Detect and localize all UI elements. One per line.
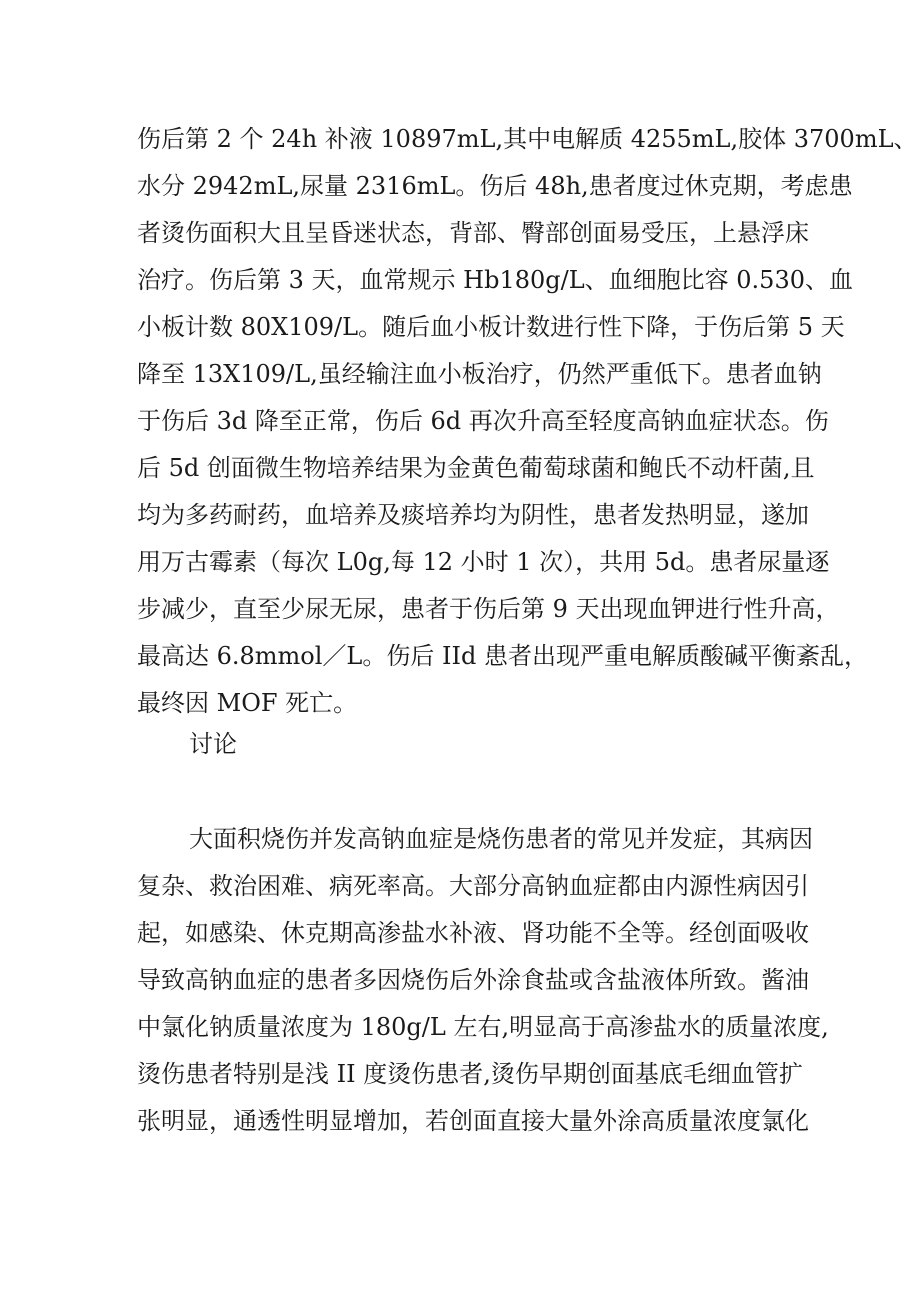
paragraph-line: 最终因 MOF 死亡。 [137,689,358,717]
paragraph-line: 后 5d 创面微生物培养结果为金黄色葡萄球菌和鲍氏不动杆菌,且 [137,454,815,482]
paragraph-line: 张明显，通透性明显增加，若创面直接大量外涂高质量浓度氯化 [137,1107,809,1135]
case-paragraph [137,116,918,727]
paragraph-line: 导致高钠血症的患者多因烧伤后外涂食盐或含盐液体所致。酱油 [137,966,809,994]
paragraph-line: 于伤后 3d 降至正常，伤后 6d 再次升高至轻度高钠血症状态。伤 [137,407,829,435]
paragraph-line: 降至 13X109/L,虽经输注血小板治疗，仍然严重低下。患者血钠 [137,360,822,388]
paragraph-line: 大面积烧伤并发高钠血症是烧伤患者的常见并发症，其病因 [189,825,813,853]
paragraph-line: 均为多药耐药，血培养及痰培养均为阴性，患者发热明显，遂加 [137,501,809,529]
discussion-paragraph [137,816,829,1145]
paragraph-line: 起，如感染、休克期高渗盐水补液、肾功能不全等。经创面吸收 [137,919,809,947]
paragraph-line: 最高达 6.8mmol／L。伤后 IId 患者出现严重电解质酸碱平衡紊乱， [137,642,868,670]
section-heading-text: 讨论 [189,730,237,758]
paragraph-line: 复杂、救治困难、病死率高。大部分高钠血症都由内源性病因引 [137,872,809,900]
paragraph-line: 水分 2942mL,尿量 2316mL。伤后 48h,患者度过休克期，考虑患 [137,172,853,200]
paragraph-line: 用万古霉素（每次 L0g,每 12 小时 1 次），共用 5d。患者尿量逐 [137,548,830,576]
paragraph-line: 治疗。伤后第 3 天，血常规示 Hb180g/L、血细胞比容 0.530、血 [137,266,853,294]
paragraph-line: 者烫伤面积大且呈昏迷状态，背部、臀部创面易受压，上悬浮床 [137,219,809,247]
paragraph-line: 中氯化钠质量浓度为 180g/L 左右,明显高于高渗盐水的质量浓度, [137,1013,829,1041]
section-heading [137,721,801,768]
paragraph-line: 烫伤患者特别是浅 II 度烫伤患者,烫伤早期创面基底毛细血管扩 [137,1060,803,1088]
paragraph-line: 小板计数 80X109/L。随后血小板计数进行性下降，于伤后第 5 天 [137,313,845,341]
paragraph-line: 步减少，直至少尿无尿，患者于伤后第 9 天出现血钾进行性升高， [137,595,840,623]
paragraph-line: 伤后第 2 个 24h 补液 10897mL,其中电解质 4255mL,胶体 3700mL、 [137,125,918,153]
